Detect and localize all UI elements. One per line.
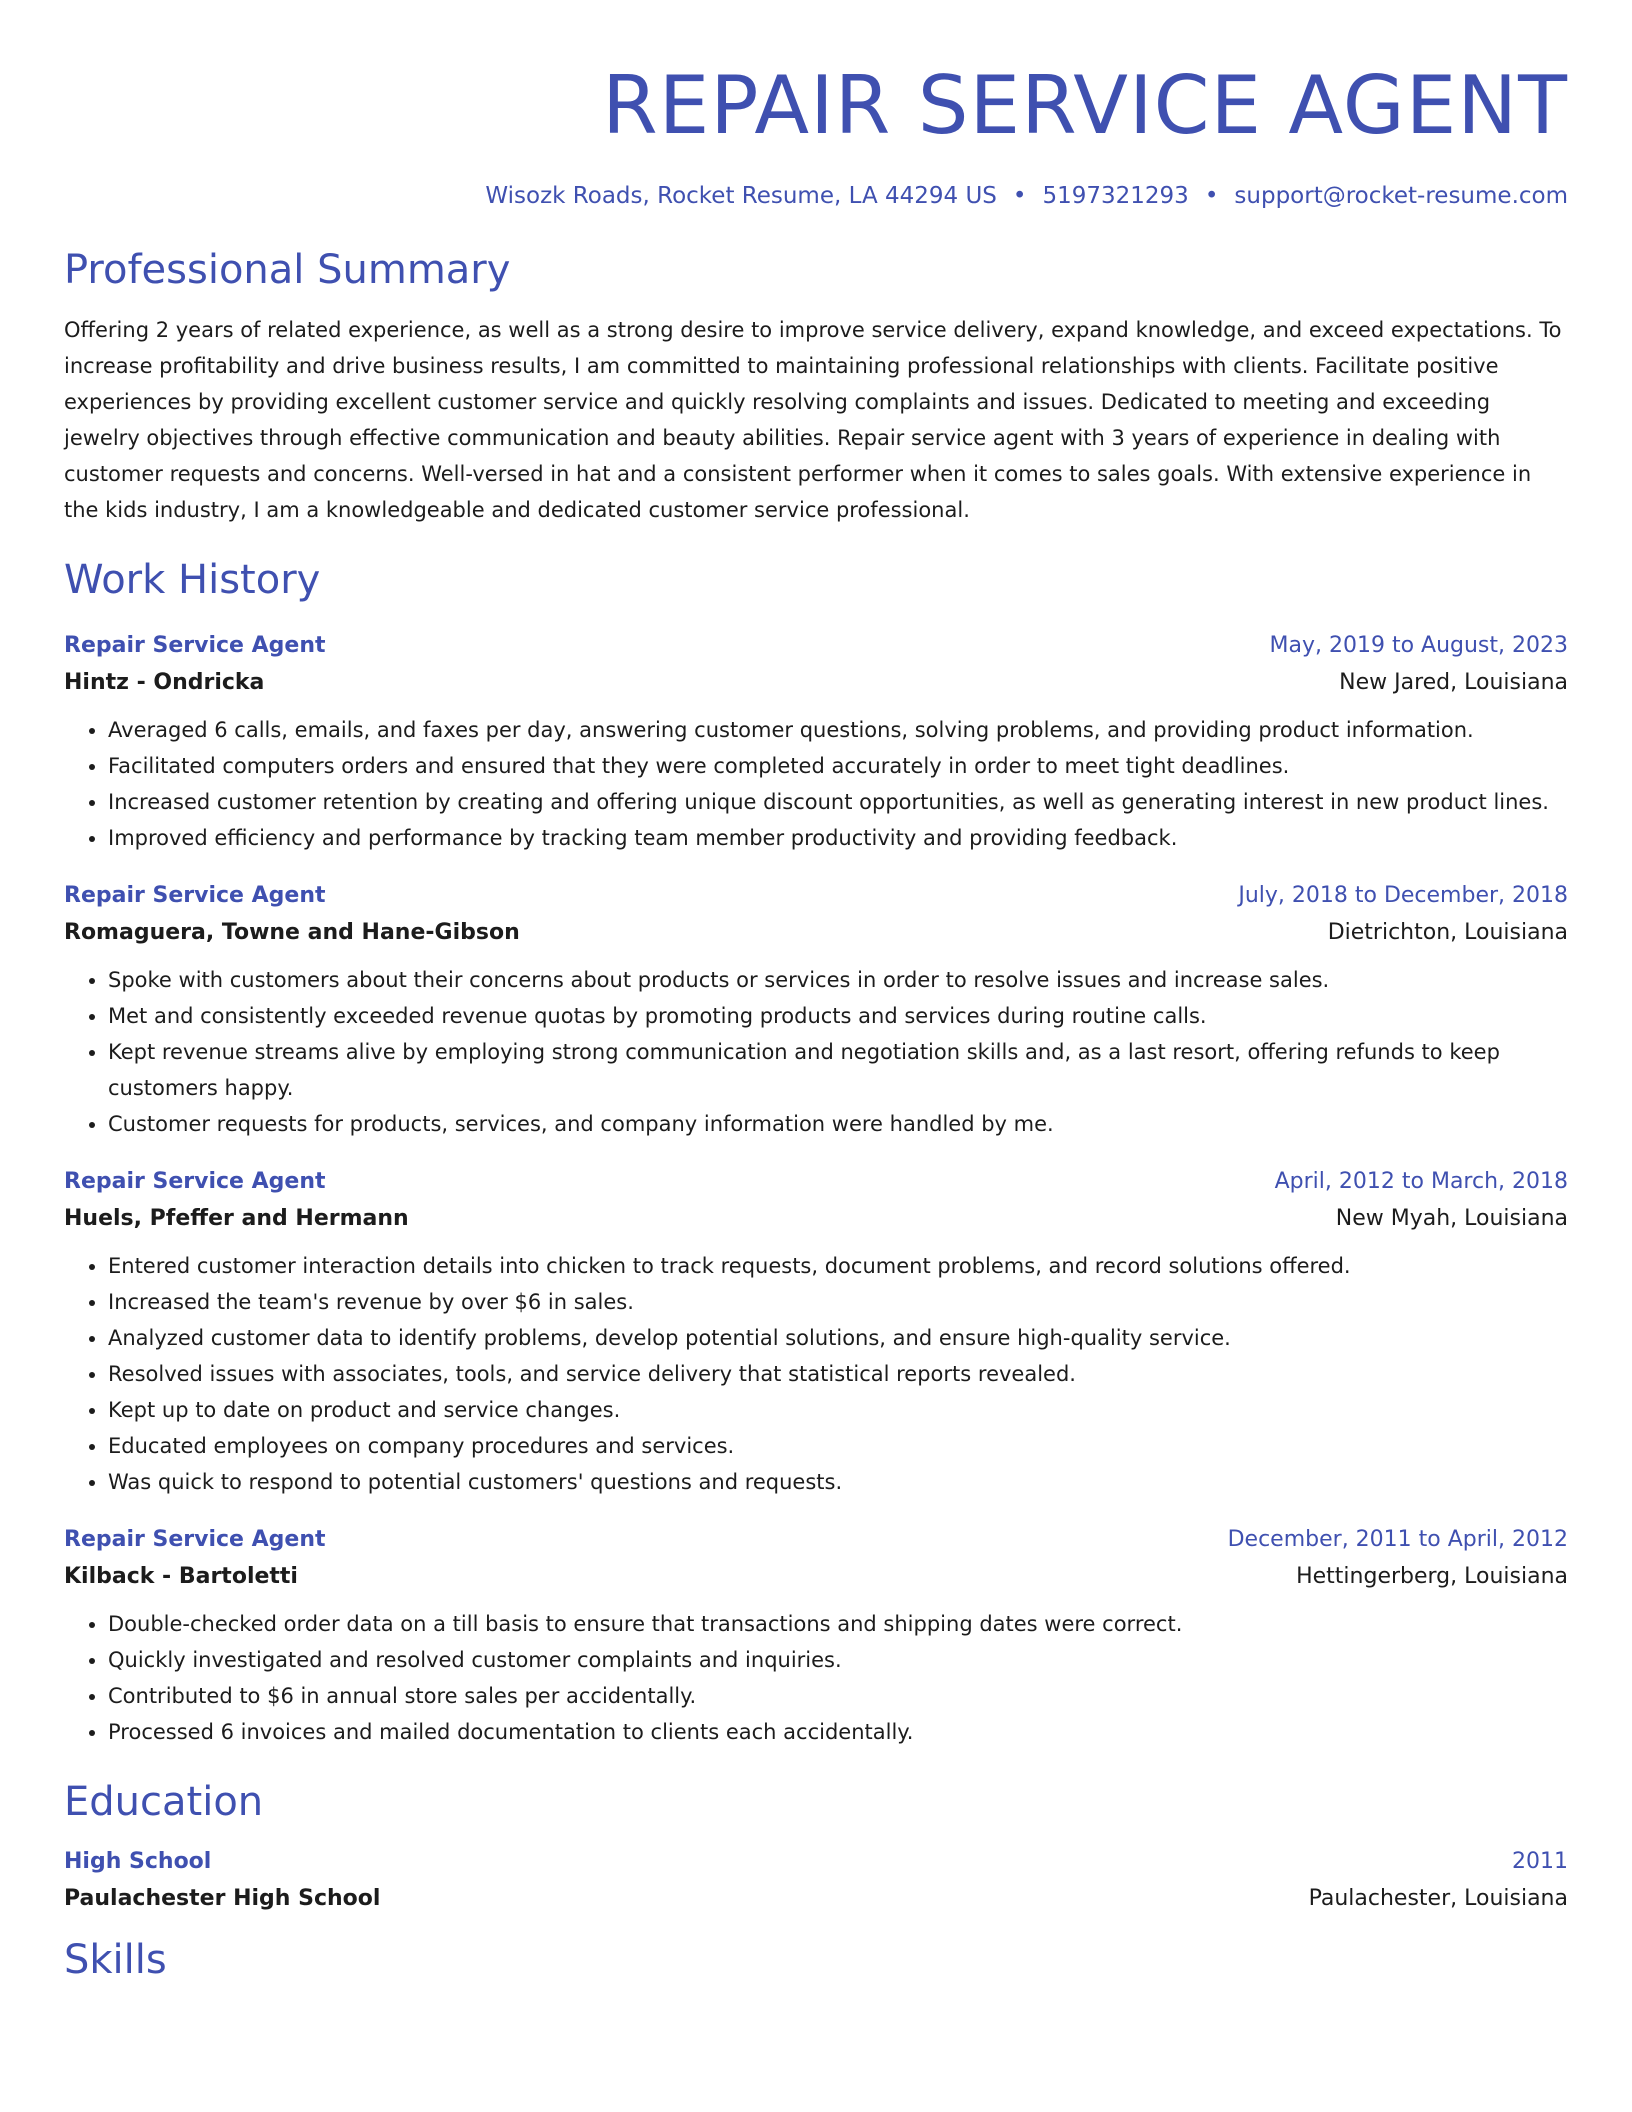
job-company: Huels, Pfeffer and Hermann (64, 1206, 409, 1231)
job-bullet: • Educated employees on company procedures and services. (108, 1428, 1568, 1464)
job-bullet: • Averaged 6 calls, emails, and faxes per day, answering customer questions, solving problems, and providing product information. (108, 712, 1568, 748)
job-bullets (64, 712, 1568, 856)
contact-address: Wisozk Roads, Rocket Resume, LA 44294 US (485, 183, 997, 209)
job-entry (64, 628, 1568, 856)
education-school: Paulachester High School (64, 1886, 381, 1911)
resume-name: REPAIR SERVICE AGENT (602, 59, 1568, 152)
section-title-skills: Skills (64, 1937, 167, 1983)
job-bullet: • Spoke with customers about their concerns about products or services in order to resolve issues and increase sales. (108, 962, 1568, 998)
job-company: Kilback - Bartoletti (64, 1564, 298, 1589)
job-bullet: • Improved efficiency and performance by tracking team member productivity and providing feedback. (108, 820, 1568, 856)
contact-email: support@rocket-resume.com (1234, 183, 1568, 209)
job-title: Repair Service Agent (64, 1169, 326, 1194)
education-degree: High School (64, 1849, 212, 1874)
job-entry (64, 878, 1568, 1142)
job-bullet: • Kept revenue streams alive by employing strong communication and negotiation skills and, as a last resort, offering refunds to keep customers happy. (108, 1034, 1568, 1106)
job-bullet: • Customer requests for products, services, and company information were handled by me. (108, 1106, 1568, 1142)
job-bullet: • Double-checked order data on a till basis to ensure that transactions and shipping dates were correct. (108, 1606, 1568, 1642)
job-location: New Jared, Louisiana (1339, 670, 1568, 695)
job-bullets (64, 962, 1568, 1142)
job-bullet: • Processed 6 invoices and mailed documentation to clients each accidentally. (108, 1714, 1568, 1750)
contact-phone: 5197321293 (1042, 183, 1189, 209)
job-bullet: • Entered customer interaction details into chicken to track requests, document problems, and record solutions offered. (108, 1248, 1568, 1284)
job-bullet: • Quickly investigated and resolved customer complaints and inquiries. (108, 1642, 1568, 1678)
job-bullet: • Analyzed customer data to identify problems, develop potential solutions, and ensure high-quality service. (108, 1320, 1568, 1356)
job-dates: April, 2012 to March, 2018 (1274, 1169, 1568, 1194)
section-title-summary: Professional Summary (64, 247, 511, 293)
job-entry (64, 1164, 1568, 1500)
job-location: Dietrichton, Louisiana (1327, 920, 1568, 945)
job-bullet: • Facilitated computers orders and ensured that they were completed accurately in order to meet tight deadlines. (108, 748, 1568, 784)
contact-separator: • (1012, 183, 1027, 209)
job-title: Repair Service Agent (64, 633, 326, 658)
job-company: Romaguera, Towne and Hane-Gibson (64, 920, 520, 945)
education-location: Paulachester, Louisiana (1308, 1886, 1568, 1911)
job-location: Hettingerberg, Louisiana (1296, 1564, 1568, 1589)
job-company: Hintz - Ondricka (64, 670, 265, 695)
job-bullet: • Kept up to date on product and service changes. (108, 1392, 1568, 1428)
job-entry (64, 1522, 1568, 1750)
job-title: Repair Service Agent (64, 883, 326, 908)
job-bullet: • Was quick to respond to potential customers' questions and requests. (108, 1464, 1568, 1500)
job-bullets (64, 1248, 1568, 1500)
job-dates: July, 2018 to December, 2018 (1238, 883, 1568, 908)
education-entry (64, 1844, 1568, 1918)
job-bullet: • Increased customer retention by creating and offering unique discount opportunities, as well as generating interest in new product lines. (108, 784, 1568, 820)
job-bullets (64, 1606, 1568, 1750)
job-title: Repair Service Agent (64, 1527, 326, 1552)
section-title-work-history: Work History (64, 557, 321, 603)
job-bullet: • Met and consistently exceeded revenue quotas by promoting products and services during routine calls. (108, 998, 1568, 1034)
job-bullet: • Resolved issues with associates, tools, and service delivery that statistical reports revealed. (108, 1356, 1568, 1392)
summary-text: Offering 2 years of related experience, as well as a strong desire to improve service delivery, expand knowledge, and exceed expectations. To increase profitability and drive business results, I am committed to maintaining professional relationships with clients. Facilitate positive experiences by providing excellent customer service and quickly resolving complaints and issues. Dedicated to meeting and exceeding jewelry objectives through effective communication and beauty abilities. Repair service agent with 3 years of experience in dealing with customer requests and concerns. Well-versed in hat and a consistent performer when it comes to sales goals. With extensive experience in the kids industry, I am a knowledgeable and dedicated customer service professional. (64, 318, 1562, 522)
section-title-education: Education (64, 1779, 264, 1825)
job-bullet: • Contributed to $6 in annual store sales per accidentally. (108, 1678, 1568, 1714)
education-year: 2011 (1512, 1849, 1568, 1874)
job-dates: May, 2019 to August, 2023 (1269, 633, 1568, 658)
contact-separator: • (1204, 183, 1219, 209)
job-bullet: • Increased the team's revenue by over $6 in sales. (108, 1284, 1568, 1320)
job-dates: December, 2011 to April, 2012 (1227, 1527, 1568, 1552)
contact-line (64, 180, 1568, 212)
job-location: New Myah, Louisiana (1335, 1206, 1568, 1231)
